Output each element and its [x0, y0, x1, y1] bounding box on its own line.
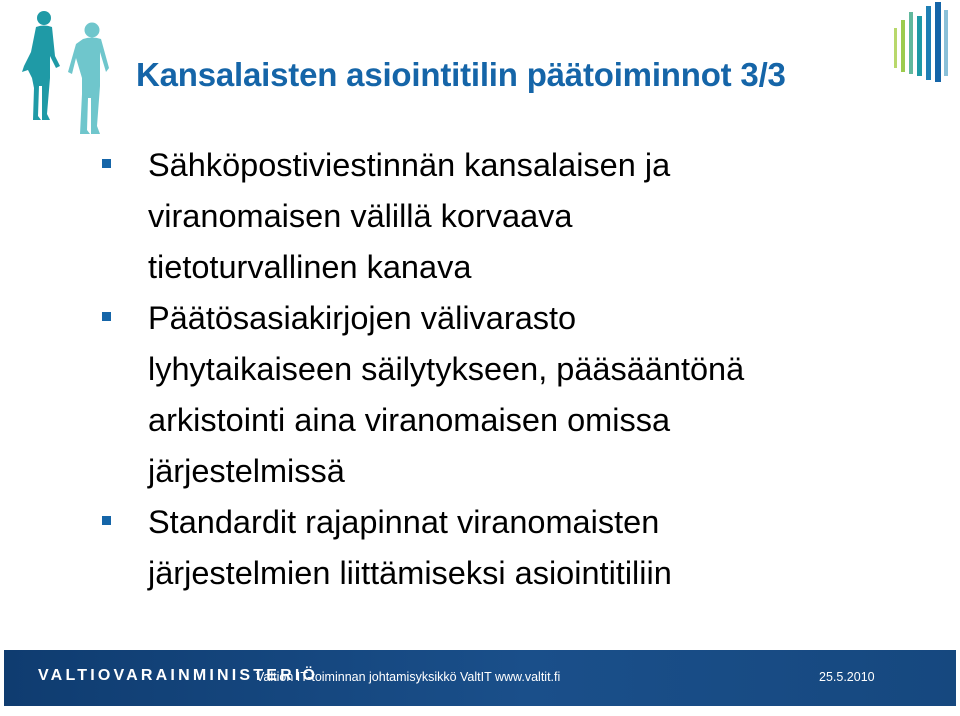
people-silhouettes-icon: [14, 8, 124, 138]
slide-title: Kansalaisten asiointitilin päätoiminnot 3/3: [136, 56, 786, 93]
bullet-line: Standardit rajapinnat viranomaisten: [148, 504, 660, 540]
bullet-line: järjestelmien liittämiseksi asiointitiliin: [148, 555, 672, 591]
bullet-line: tietoturvallinen kanava: [148, 249, 472, 285]
footer-bar: [4, 650, 956, 706]
bullet-line: Sähköpostiviestinnän kansalaisen ja: [148, 147, 671, 183]
bullet-line: arkistointi aina viranomaisen omissa: [148, 402, 671, 438]
square-bullet-icon: [102, 312, 111, 321]
square-bullet-icon: [102, 159, 111, 168]
bullet-item: [100, 497, 920, 599]
square-bullet-icon: [102, 516, 111, 525]
ministry-logo-text: VALTIOVARAINMINISTERIÖ: [38, 667, 319, 684]
bullet-line: viranomaisen välillä korvaava: [148, 198, 573, 234]
bullet-line: järjestelmissä: [148, 453, 345, 489]
footer-unit-text: Valtion IT-toiminnan johtamisyksikkö ValtIT www.valtit.fi: [256, 670, 561, 684]
footer-date: 25.5.2010: [819, 670, 875, 684]
bullet-item: [100, 293, 920, 497]
bullet-item: [100, 140, 920, 293]
bullet-list: [100, 140, 920, 599]
bullet-line: lyhytaikaiseen säilytykseen, pääsääntönä: [148, 351, 745, 387]
bullet-line: Päätösasiakirjojen välivarasto: [148, 300, 577, 336]
vertical-bars-icon: [892, 2, 950, 84]
